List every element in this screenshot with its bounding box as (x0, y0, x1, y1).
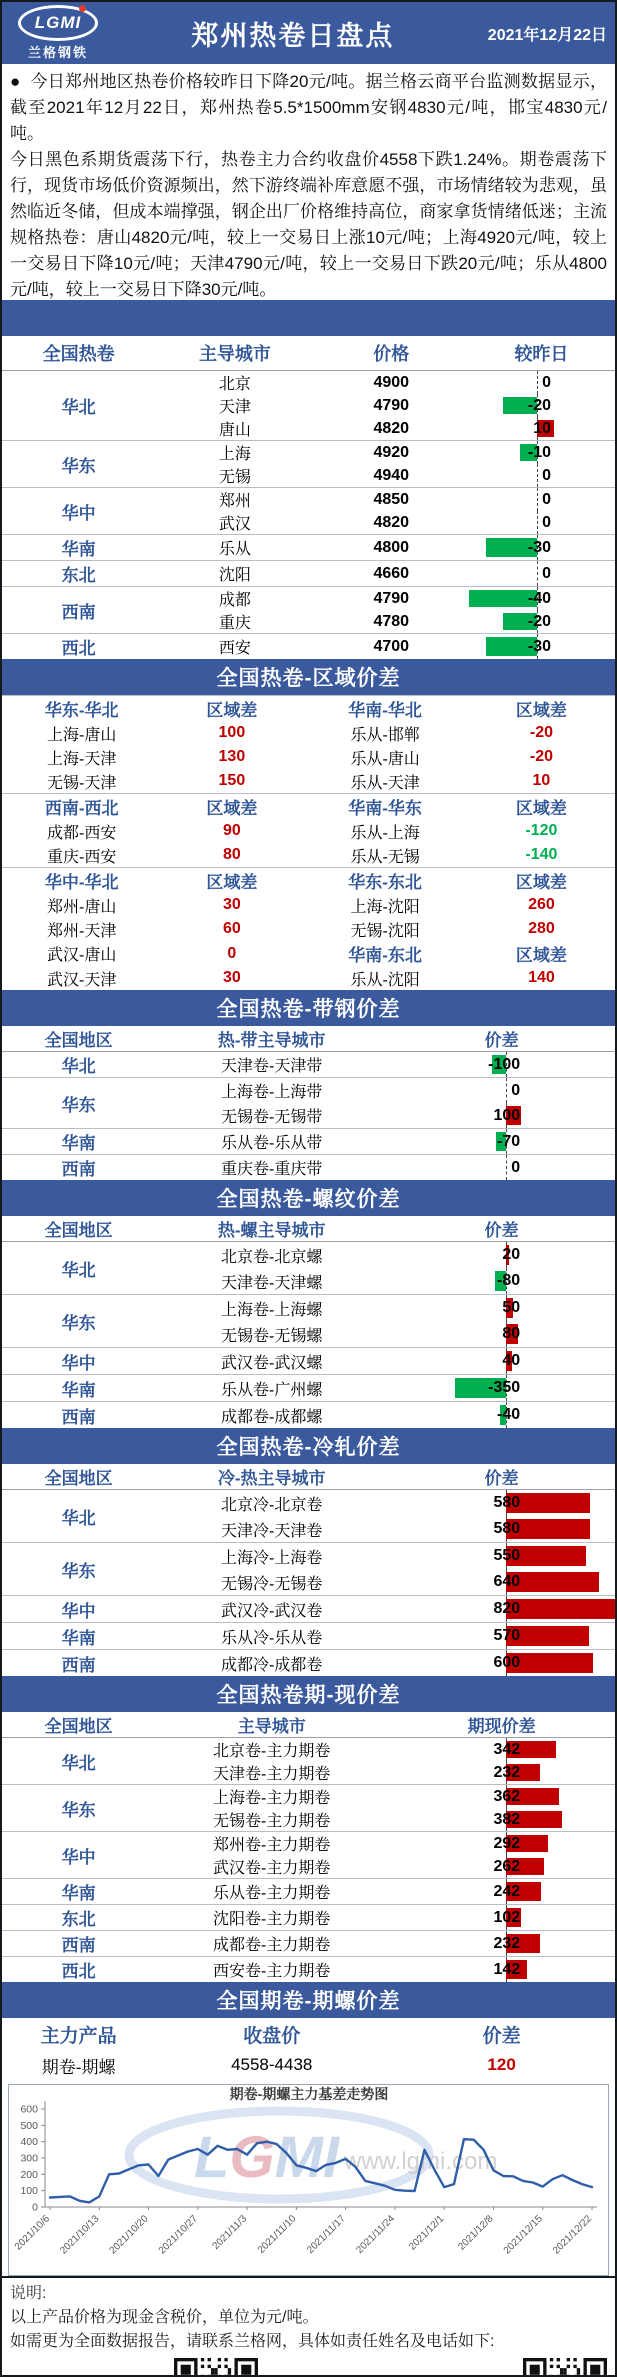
column-header: 价差 (482, 2025, 521, 2047)
table-row (2, 1295, 615, 1322)
column-header: 热-带主导城市 (155, 1026, 388, 1052)
price-cell: 4820 (373, 513, 410, 531)
table-row (2, 1375, 615, 1402)
banner-strip-spread: 全国热卷-带钢价差 (2, 990, 615, 1026)
table-row (2, 1596, 615, 1623)
logo-subtitle: 兰格钢铁 (27, 45, 88, 60)
futures-pair-table (2, 2018, 615, 2080)
city-cell: 无锡卷-无锡螺 (221, 1327, 323, 1345)
summary-paragraph: ● 今日郑州地区热卷价格较昨日下降20元/吨。据兰格云商平台监测数据显示，截至2021年12月22日，郑州热卷5.5*1500mm安钢4830元/吨，邯宝4830元/吨。 (10, 72, 607, 143)
spread-pair-cell: 郑州-天津 (47, 922, 117, 940)
city-cell: 天津 (218, 399, 251, 416)
spread-value-cell: 80 (222, 846, 241, 863)
price-cell: 4790 (373, 396, 410, 414)
spread-pair-cell: 郑州-唐山 (47, 898, 117, 916)
svg-text:100: 100 (20, 2185, 38, 2198)
logo-text: LGMI (34, 13, 82, 32)
column-header: 价差 (388, 1216, 615, 1242)
table-row (2, 819, 615, 843)
column-header: 区域差 (468, 696, 615, 722)
svg-text:LGMI: LGMI (194, 2125, 339, 2190)
table-row (2, 1623, 615, 1650)
table-row (2, 488, 615, 512)
footer-note: 如需更为全面数据报告，请联系兰格网，具体如责任姓名及电话如下: (10, 2333, 495, 2350)
spread-pair-cell: 武汉-天津 (47, 971, 117, 989)
column-header: 区域差 (468, 868, 615, 894)
name-label (359, 2370, 407, 2377)
diff-bar-cell: 382 (388, 1808, 615, 1832)
spread-value-cell: 150 (218, 772, 246, 789)
footer-caption: 说明: (10, 2285, 47, 2302)
region-cell: 西南 (2, 587, 155, 634)
price-cell: 4790 (315, 587, 468, 611)
table-row (2, 535, 615, 561)
diff-bar-cell: 0 (468, 464, 615, 488)
svg-text:300: 300 (20, 2152, 38, 2165)
column-header: 冷-热主导城市 (155, 1464, 388, 1490)
region-cell: 华北 (2, 1490, 155, 1543)
diff-bar-cell: 362 (388, 1785, 615, 1809)
svg-text:2021/12/15: 2021/12/15 (501, 2213, 545, 2257)
spread-value-cell: 130 (218, 748, 246, 765)
spread-pair-cell: 乐从-沈阳 (350, 971, 420, 989)
banner-regional-spread: 全国热卷-区域价差 (2, 659, 615, 695)
diff-bar-cell: 262 (388, 1855, 615, 1879)
spread-pair-cell: 乐从-邯郸 (350, 726, 420, 744)
diff-bar-cell: -350 (388, 1375, 615, 1402)
column-header: 华东-华北 (2, 696, 161, 722)
region-cell: 西南 (2, 1650, 155, 1677)
region-cell: 西北 (2, 634, 155, 660)
region-cell: 华东 (2, 1543, 155, 1596)
spread-value-cell: 120 (487, 2055, 516, 2074)
spread-value-cell: -140 (525, 846, 558, 863)
table-row (2, 794, 615, 820)
svg-text:2021/11/3: 2021/11/3 (210, 2213, 250, 2253)
svg-text:2021/10/13: 2021/10/13 (58, 2213, 102, 2257)
spread-value-cell: 140 (528, 969, 555, 986)
table-row (2, 561, 615, 587)
spread-value-cell: 100 (218, 724, 246, 741)
region-cell: 西南 (2, 1402, 155, 1429)
city-cell: 北京卷-主力期卷 (155, 1738, 388, 1762)
contact-row (10, 2358, 607, 2377)
city-cell: 西安 (155, 634, 314, 660)
banner-cold-spread: 全国热卷-冷轧价差 (2, 1428, 615, 1464)
column-header: 全国地区 (2, 1464, 155, 1490)
column-header: 主导城市 (155, 336, 314, 371)
svg-text:2021/11/24: 2021/11/24 (354, 2213, 398, 2256)
city-cell: 上海 (155, 441, 314, 465)
region-cell: 东北 (2, 561, 155, 587)
table-row (2, 634, 615, 660)
column-header: 热-螺主导城市 (155, 1216, 388, 1242)
diff-bar-cell: 570 (388, 1623, 615, 1650)
spread-pair-cell: 乐从-天津 (350, 774, 420, 792)
region-cell: 华南 (2, 1879, 155, 1905)
city-cell: 西安卷-主力期卷 (155, 1957, 388, 1983)
diff-bar-cell: 102 (388, 1905, 615, 1931)
diff-bar-cell: 0 (468, 511, 615, 535)
city-cell: 乐从 (155, 535, 314, 561)
city-cell: 郑州卷-主力期卷 (155, 1832, 388, 1856)
svg-text:www.lgmi.com: www.lgmi.com (344, 2148, 498, 2175)
diff-bar-cell: 0 (388, 1078, 615, 1104)
diff-bar-cell: -70 (388, 1129, 615, 1155)
diff-bar-cell: 10 (468, 417, 615, 441)
contact-block (10, 2370, 160, 2377)
column-header: 华东-东北 (302, 868, 468, 894)
spread-pair-cell: 无锡-天津 (47, 774, 117, 792)
spread-pair-cell: 乐从-无锡 (350, 848, 420, 866)
column-header: 全国热卷 (2, 336, 155, 371)
svg-text:2021/11/17: 2021/11/17 (305, 2213, 348, 2256)
market-summary (2, 64, 615, 300)
spread-value-cell: 90 (222, 822, 241, 839)
report-footer (2, 2276, 615, 2377)
section-divider (2, 300, 615, 336)
table-row (2, 441, 615, 465)
column-header: 主导城市 (155, 1712, 388, 1738)
national-price-table (2, 336, 615, 659)
qr-code (174, 2358, 258, 2377)
strip-spread-table (2, 1026, 615, 1180)
region-cell: 华中 (2, 1596, 155, 1623)
region-cell: 华东 (2, 441, 155, 488)
city-cell: 北京冷-北京卷 (155, 1490, 388, 1517)
diff-bar-cell: 50 (388, 1295, 615, 1322)
spread-value-cell: -20 (529, 748, 553, 765)
svg-text:2021/12/1: 2021/12/1 (407, 2213, 447, 2253)
table-row (2, 1129, 615, 1155)
svg-text:400: 400 (20, 2136, 38, 2149)
spread-value-cell: 260 (528, 896, 555, 913)
column-header: 全国地区 (2, 1712, 155, 1738)
column-header: 华南-华北 (302, 696, 468, 722)
city-cell: 武汉冷-武汉卷 (155, 1596, 388, 1623)
banner-futures-pair: 全国期卷-期螺价差 (2, 1982, 615, 2018)
column-header: 较昨日 (468, 336, 615, 371)
diff-bar-cell: 242 (388, 1879, 615, 1905)
diff-bar-cell: 142 (388, 1957, 615, 1983)
table-row (2, 1879, 615, 1905)
city-cell: 武汉 (218, 516, 251, 533)
svg-text:0: 0 (32, 2201, 38, 2214)
table-row (2, 1155, 615, 1181)
diff-bar-cell: 292 (388, 1832, 615, 1856)
lgmi-logo-oval-icon (18, 5, 98, 41)
table-row (2, 587, 615, 611)
spread-pair-cell: 上海-天津 (47, 750, 117, 768)
city-cell: 北京 (155, 371, 314, 395)
spread-value-cell: 30 (222, 896, 241, 913)
column-header: 华南-华东 (302, 794, 468, 820)
svg-text:2021/10/6: 2021/10/6 (12, 2213, 53, 2253)
column-header: 收盘价 (243, 2025, 301, 2047)
table-row (2, 2050, 615, 2080)
spread-value-cell: 0 (227, 944, 237, 962)
spread-value-cell: 280 (528, 920, 555, 937)
diff-bar-cell: 0 (468, 561, 615, 587)
table-row (2, 696, 615, 722)
diff-bar-cell: -30 (468, 634, 615, 660)
contact-block (359, 2370, 509, 2377)
diff-bar-cell: 0 (468, 488, 615, 512)
city-cell: 成都卷-成都螺 (155, 1402, 388, 1429)
table-row (2, 769, 615, 794)
region-cell: 华北 (2, 1242, 155, 1295)
region-cell: 华南 (2, 535, 155, 561)
table-row (2, 1402, 615, 1429)
svg-text:500: 500 (20, 2119, 38, 2132)
spread-pair-cell: 成都-西安 (47, 824, 117, 842)
region-cell: 华中 (2, 1832, 155, 1879)
price-cell: 4900 (315, 371, 468, 395)
column-header: 华南-东北 (348, 946, 422, 965)
region-cell: 华东 (2, 1785, 155, 1832)
city-cell: 乐从卷-广州螺 (155, 1375, 388, 1402)
region-cell: 华南 (2, 1375, 155, 1402)
column-header: 西南-西北 (2, 794, 161, 820)
table-row (2, 1832, 615, 1856)
region-cell: 华北 (2, 1052, 155, 1078)
city-cell: 乐从冷-乐从卷 (155, 1623, 388, 1650)
region-cell: 西南 (2, 1931, 155, 1957)
product-cell: 期卷-期螺 (41, 2057, 116, 2077)
banner-rebar-spread: 全国热卷-螺纹价差 (2, 1180, 615, 1216)
diff-bar-cell: 580 (388, 1516, 615, 1543)
spread-value-cell: 60 (222, 920, 241, 937)
table-row (2, 1931, 615, 1957)
column-header: 全国地区 (2, 1216, 155, 1242)
table-row (2, 1650, 615, 1677)
price-cell: 4660 (315, 561, 468, 587)
diff-bar-cell: 580 (388, 1490, 615, 1517)
region-cell: 华东 (2, 1295, 155, 1348)
city-cell: 无锡冷-无锡卷 (221, 1575, 323, 1593)
diff-bar-cell: -40 (388, 1402, 615, 1429)
diff-bar-cell: -40 (468, 587, 615, 611)
diff-bar-cell: -30 (468, 535, 615, 561)
svg-text:期卷-期螺主力基差走势图: 期卷-期螺主力基差走势图 (229, 2086, 389, 2102)
table-row (2, 1738, 615, 1762)
column-header: 期现价差 (388, 1712, 615, 1738)
city-cell: 唐山 (218, 422, 251, 439)
lgmi-logo (10, 5, 106, 61)
spread-value-cell: 10 (532, 772, 551, 789)
banner-futures-spot: 全国热卷期-现价差 (2, 1676, 615, 1712)
table-row (2, 371, 615, 395)
diff-bar-cell: 550 (388, 1543, 615, 1570)
column-header: 区域差 (161, 696, 302, 722)
diff-bar-cell: -10 (468, 441, 615, 465)
region-cell: 华南 (2, 1623, 155, 1650)
table-row (2, 721, 615, 745)
close-price-cell: 4558-4438 (231, 2055, 313, 2074)
diff-bar-cell: 232 (388, 1761, 615, 1785)
table-row (2, 1242, 615, 1269)
diff-bar-cell: 20 (388, 1242, 615, 1269)
spread-pair-cell: 无锡-沈阳 (350, 922, 420, 940)
qr-code (523, 2358, 607, 2377)
table-row (2, 843, 615, 868)
regional-spread-table (2, 695, 615, 990)
region-cell: 西南 (2, 1155, 155, 1181)
region-cell: 西北 (2, 1957, 155, 1983)
basis-trend-chart (8, 2084, 609, 2276)
spread-pair-cell: 乐从-唐山 (350, 750, 420, 768)
column-header: 华中-华北 (2, 868, 161, 894)
column-header: 价格 (315, 336, 468, 371)
column-header: 区域差 (161, 868, 302, 894)
city-cell: 无锡卷-无锡带 (221, 1109, 323, 1126)
diff-bar-cell: 0 (468, 371, 615, 395)
city-cell: 成都 (155, 587, 314, 611)
diff-bar-cell: 820 (388, 1596, 615, 1623)
table-row (2, 941, 615, 966)
spread-pair-cell: 武汉-唐山 (47, 947, 117, 964)
diff-bar-cell: 600 (388, 1650, 615, 1677)
city-cell: 武汉卷-武汉螺 (155, 1348, 388, 1375)
column-header: 主力产品 (40, 2025, 117, 2047)
column-header: 全国地区 (2, 1026, 155, 1052)
name-label (10, 2370, 58, 2377)
spread-pair-cell: 重庆-西安 (47, 848, 117, 866)
spread-value-cell: -20 (529, 724, 553, 741)
region-cell: 华北 (2, 371, 155, 441)
region-cell: 华中 (2, 1348, 155, 1375)
footer-note: 以上产品价格为现金含税价，单位为元/吨。 (10, 2309, 319, 2326)
price-cell: 4850 (315, 488, 468, 512)
svg-text:2021/12/8: 2021/12/8 (456, 2213, 496, 2253)
price-cell: 4940 (373, 466, 410, 484)
table-row (2, 1543, 615, 1570)
table-row (2, 745, 615, 769)
futures-spot-spread-table (2, 1712, 615, 1982)
svg-text:600: 600 (20, 2103, 38, 2116)
diff-bar-cell: 342 (388, 1738, 615, 1762)
spread-value-cell: -120 (525, 822, 558, 839)
city-cell: 成都卷-主力期卷 (155, 1931, 388, 1957)
column-header: 价差 (388, 1026, 615, 1052)
price-cell: 4800 (315, 535, 468, 561)
price-cell: 4920 (315, 441, 468, 465)
city-cell: 沈阳 (155, 561, 314, 587)
svg-text:2021/11/10: 2021/11/10 (255, 2213, 299, 2256)
region-cell: 华南 (2, 1129, 155, 1155)
price-cell: 4780 (373, 612, 410, 630)
region-cell: 华中 (2, 488, 155, 535)
spread-pair-cell: 上海-唐山 (47, 726, 117, 744)
region-cell: 华北 (2, 1738, 155, 1785)
column-header: 价差 (388, 1464, 615, 1490)
table-row (2, 966, 615, 990)
city-cell: 无锡 (218, 469, 251, 486)
diff-bar-cell: 640 (388, 1569, 615, 1596)
report-date: 2021年12月22日 (487, 26, 607, 44)
table-row (2, 1957, 615, 1983)
city-cell: 上海卷-主力期卷 (155, 1785, 388, 1809)
diff-bar-cell: -20 (468, 394, 615, 417)
diff-bar-cell: 100 (388, 1103, 615, 1129)
diff-bar-cell: 40 (388, 1348, 615, 1375)
city-cell: 乐从卷-乐从带 (155, 1129, 388, 1155)
city-cell: 天津冷-天津卷 (221, 1522, 323, 1540)
diff-bar-cell: -20 (468, 610, 615, 634)
column-header: 区域差 (515, 946, 567, 965)
city-cell: 上海冷-上海卷 (155, 1543, 388, 1570)
price-cell: 4820 (373, 419, 410, 437)
column-header: 区域差 (468, 794, 615, 820)
city-cell: 上海卷-上海螺 (155, 1295, 388, 1322)
city-cell: 沈阳卷-主力期卷 (155, 1905, 388, 1931)
report-header (2, 2, 615, 64)
city-cell: 乐从卷-主力期卷 (155, 1879, 388, 1905)
table-row (2, 917, 615, 941)
svg-text:2021/10/27: 2021/10/27 (156, 2213, 200, 2257)
region-cell: 华东 (2, 1078, 155, 1129)
diff-bar-cell: -100 (388, 1052, 615, 1078)
price-cell: 4700 (315, 634, 468, 660)
city-cell: 成都冷-成都卷 (155, 1650, 388, 1677)
city-cell: 郑州 (155, 488, 314, 512)
table-row (2, 1490, 615, 1517)
svg-text:2021/10/20: 2021/10/20 (107, 2213, 151, 2257)
diff-bar-cell: 232 (388, 1931, 615, 1957)
table-row (2, 1905, 615, 1931)
region-cell: 东北 (2, 1905, 155, 1931)
city-cell: 无锡卷-主力期卷 (213, 1813, 331, 1830)
svg-text:200: 200 (20, 2168, 38, 2181)
table-row (2, 1052, 615, 1078)
table-row (2, 868, 615, 894)
summary-paragraph: 今日黑色系期货震荡下行，热卷主力合约收盘价4558下跌1.24%。期卷震荡下行，现货市场低价资源频出，然下游终端补库意愿不强，市场情绪较为悲观，虽然临近冬储，但成本端撑强，钢企出厂价格维持高位，商家拿货情绪低迷；主流规格热卷：唐山4820元/吨，较上一交易日上涨10元/吨；上海4920元/吨，较上一交易日下降10元/吨；天津4790元/吨，较上一交易日下跌20元/吨；乐从4800元/吨，较上一交易日下降30元/吨。 (10, 150, 607, 299)
city-cell: 上海卷-上海带 (155, 1078, 388, 1104)
spread-pair-cell: 乐从-上海 (350, 824, 420, 842)
spread-value-cell: 30 (222, 969, 241, 986)
diff-bar-cell: 80 (388, 1321, 615, 1348)
table-row (2, 1348, 615, 1375)
city-cell: 重庆 (218, 615, 251, 632)
table-row (2, 1078, 615, 1104)
diff-bar-cell: -80 (388, 1268, 615, 1295)
city-cell: 重庆卷-重庆带 (155, 1155, 388, 1181)
rebar-spread-table (2, 1216, 615, 1428)
spread-pair-cell: 上海-沈阳 (350, 898, 420, 916)
city-cell: 天津卷-天津螺 (221, 1274, 323, 1292)
column-header: 区域差 (161, 794, 302, 820)
diff-bar-cell: 0 (388, 1155, 615, 1181)
city-cell: 天津卷-天津带 (155, 1052, 388, 1078)
page-title: 郑州热卷日盘点 (191, 20, 395, 51)
table-row (2, 1785, 615, 1809)
city-cell: 北京卷-北京螺 (155, 1242, 388, 1269)
city-cell: 武汉卷-主力期卷 (213, 1860, 331, 1877)
svg-text:2021/12/22: 2021/12/22 (550, 2213, 595, 2257)
line-chart-svg (9, 2085, 610, 2273)
city-cell: 天津卷-主力期卷 (213, 1766, 331, 1783)
cold-rolled-spread-table (2, 1464, 615, 1676)
table-row (2, 893, 615, 917)
